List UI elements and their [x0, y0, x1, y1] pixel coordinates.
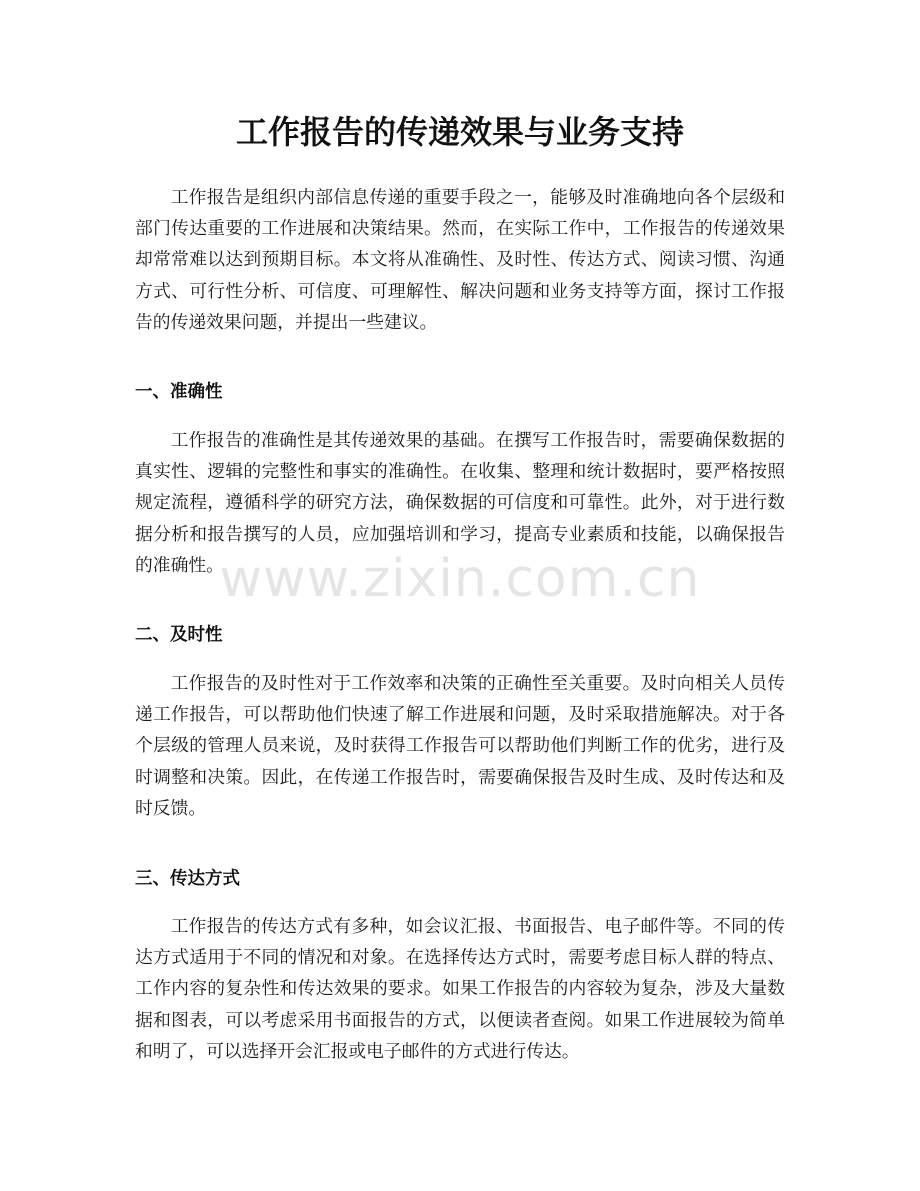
- section-body-timeliness: 工作报告的及时性对于工作效率和决策的正确性至关重要。及时向相关人员传递工作报告，可以帮助他们快速了解工作进展和问题，及时采取措施解决。对于各个层级的管理人员来说，及时获得工作报告可以帮助他们判断工作的优劣，进行及时调整和决策。因此，在传递工作报告时，需要确保报告及时生成、及时传达和及时反馈。: [135, 673, 785, 819]
- document-title: 工作报告的传递效果与业务支持: [235, 113, 684, 151]
- watermark-text: www.zixin.com.cn: [219, 549, 701, 609]
- section-heading-accuracy: 一、准确性: [135, 382, 223, 402]
- section-body-delivery-method: 工作报告的传达方式有多种，如会议汇报、书面报告、电子邮件等。不同的传达方式适用于不同的情况和对象。在选择传达方式时，需要考虑目标人群的特点、工作内容的复杂性和传达效果的要求。如果工作报告的内容较为复杂，涉及大量数据和图表，可以考虑采用书面报告的方式，以便读者查阅。如果工作进展较为简单和明了，可以选择开会汇报或电子邮件的方式进行传达。: [135, 916, 785, 1062]
- section-heading-timeliness: 二、及时性: [135, 625, 223, 645]
- section-body-accuracy: 工作报告的准确性是其传递效果的基础。在撰写工作报告时，需要确保数据的真实性、逻辑的完整性和事实的准确性。在收集、整理和统计数据时，要严格按照规定流程，遵循科学的研究方法，确保数据的可信度和可靠性。此外，对于进行数据分析和报告撰写的人员，应加强培训和学习，提高专业素质和技能，以确保报告的准确性。: [135, 430, 785, 576]
- section-heading-delivery-method: 三、传达方式: [135, 869, 240, 889]
- intro-paragraph: 工作报告是组织内部信息传递的重要手段之一，能够及时准确地向各个层级和部门传达重要的工作进展和决策结果。然而，在实际工作中，工作报告的传递效果却常常难以达到预期目标。本文将从准确性、及时性、传达方式、阅读习惯、沟通方式、可行性分析、可信度、可理解性、解决问题和业务支持等方面，探讨工作报告的传递效果问题，并提出一些建议。: [135, 187, 785, 333]
